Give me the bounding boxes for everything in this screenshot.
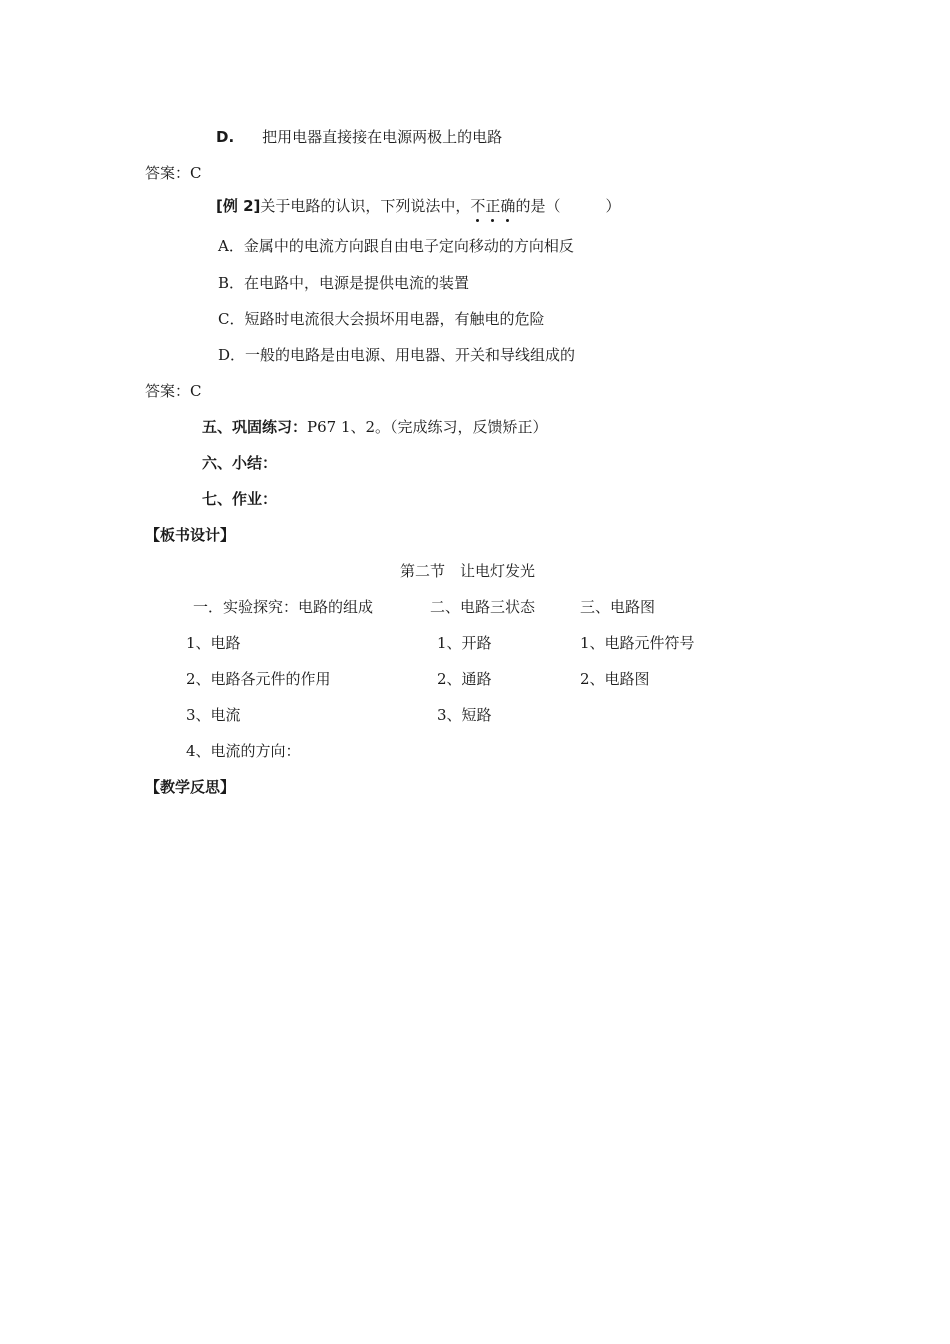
col1-item: 4、电流的方向：: [186, 742, 301, 760]
col3-header: 三、电路图: [580, 598, 656, 616]
answer-2: 答案：C: [145, 382, 202, 400]
example-2-question: [216, 196, 620, 216]
example-2-question-pre: 关于电路的认识，下列说法中，: [260, 197, 471, 215]
example-2-option-b: B．在电路中，电源是提供电流的装置: [218, 274, 470, 292]
col2-header: 二、电路三状态: [430, 598, 536, 616]
section-6: 六、小结：: [202, 454, 278, 472]
section-7: 七、作业：: [202, 490, 278, 508]
answer-1: 答案：C: [145, 164, 202, 182]
col1-item: 2、电路各元件的作用: [186, 670, 331, 688]
example-2-option-d: D．一般的电路是由电源、用电器、开关和导线组成的: [218, 346, 576, 364]
example-2-tag: [例 2]: [216, 197, 261, 215]
example-2-question-post: 的是（ ）: [515, 197, 621, 215]
col2-item: 3、短路: [437, 706, 492, 724]
option-d: [216, 127, 502, 147]
emphasis-char-1: 不: [470, 197, 486, 215]
emphasis-char-2: 正: [485, 197, 501, 215]
option-d-letter: D.: [216, 128, 235, 146]
reflection-heading: 【教学反思】: [145, 778, 236, 796]
col1-item: 1、电路: [186, 634, 241, 652]
section-5-text: P67 1、2。（完成练习，反馈矫正）: [307, 418, 548, 436]
option-d-text: 把用电器直接接在电源两极上的电路: [262, 128, 503, 146]
emphasis-char-3: 确: [500, 197, 516, 215]
example-2-option-c: C．短路时电流很大会损坏用电器，有触电的危险: [218, 310, 545, 328]
example-2-option-a: A．金属中的电流方向跟自由电子定向移动的方向相反: [218, 237, 574, 255]
board-design-title: 第二节 让电灯发光: [400, 562, 536, 580]
col3-item: 1、电路元件符号: [580, 634, 695, 652]
col1-item: 3、电流: [186, 706, 241, 724]
section-5-label: 五、巩固练习：: [202, 418, 308, 436]
col2-item: 1、开路: [437, 634, 492, 652]
col3-item: 2、电路图: [580, 670, 650, 688]
board-design-heading: 【板书设计】: [145, 526, 236, 544]
col2-item: 2、通路: [437, 670, 492, 688]
section-5: [202, 417, 548, 437]
col1-header: 一．实验探究：电路的组成: [193, 598, 374, 616]
